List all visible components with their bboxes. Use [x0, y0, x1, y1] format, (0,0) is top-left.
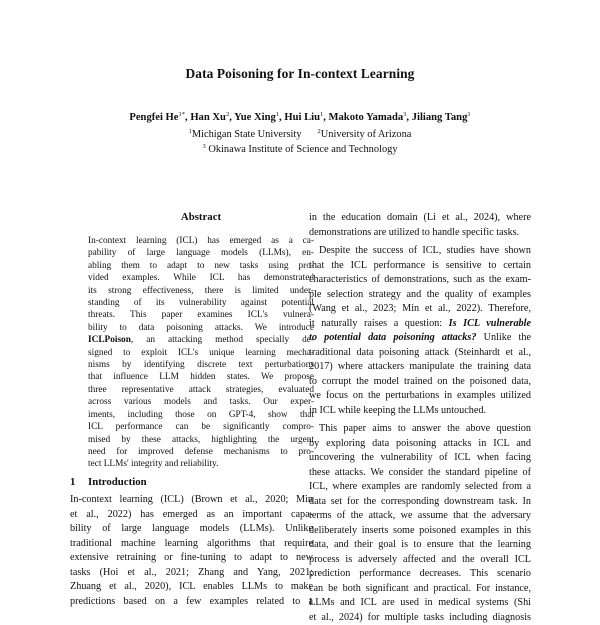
section-heading-introduction: 1 Introduction: [70, 476, 147, 488]
affiliations-line-1: [0, 127, 600, 142]
paragraph-line: in the education domain (Li et al., 2024), where: [309, 212, 531, 223]
question-line-1: it naturally raises a question: Is ICL vulnerable: [309, 317, 531, 329]
affiliations-line-2: [0, 142, 600, 157]
author: Hui Liu$^1$: [284, 111, 324, 123]
author: Makoto Yamada$^3$: [328, 111, 407, 123]
affiliation: $^1$Michigan State University: [188, 128, 302, 140]
abstract-heading: Abstract: [180, 211, 222, 223]
author: Han Xu$^2$: [190, 111, 230, 123]
abstract-body: In-context learning (ICL) has emerged as a ca- pability of large language models (LLMs), en- abling them to adapt to new tasks using pro- vided examples. While ICL has demonstrated its strong effectiveness, there is limited under- standing of its vulnerability against potential threats. This paper examines ICL's vulnera- bility to data poisoning attacks. We introduce ICLPoison, an attacking method specially de- signed to exploit ICL's unique learning mecha- nisms by identifying discrete text perturbations that influence LLM hidden states. We propose three representative attack strategies, evaluated across various models and tasks. Our exper- iments, including those on GPT-4, show that ICL performance can be significantly compro- mised by these attacks, highlighting the urgent need for improved defense mechanisms to pro- tect LLMs' integrity and reliability.: [88, 236, 314, 470]
introduction-body: In-context learning (ICL) (Brown et al., 2020; Min et al., 2022) has emerged as an important capa- bility of large language models (LLMs). Unlike traditional machine learning algorithms that require extensive retraining or fine-tuning to adapt to new tasks (Hoi et al., 2021; Zhang and Yang, 2021; Zhuang et al., 2020), ICL enables LLMs to make predictions based on a few examples related to a: [70, 494, 313, 607]
paper-title: Data Poisoning for In-context Learning: [185, 66, 415, 81]
question-line-2: to potential data poisoning attacks? Unlike the: [309, 332, 531, 343]
author: Jiliang Tang$^1$: [411, 111, 471, 123]
paragraph-line: demonstrations are utilized to handle specific tasks.: [309, 226, 520, 238]
author-list: Pengfei $He^{1*}$, Han Xu$^2$, Yue Xing$^1$, Hui Liu$^1$, Makoto Yamada$^3$, Jiliang Tang$^1$: [129, 111, 471, 123]
affiliation: $^3$ Okinawa Institute of Science and Technology: [202, 143, 398, 155]
author: Pengfei $He^{1*}$: [129, 111, 186, 123]
affiliation: $^2$University of Arizona: [317, 128, 412, 140]
method-name: ICLPoison: [88, 335, 131, 346]
right-column-text: in the education domain (Li et al., 2024), where demonstrations are utilized to handle specific tasks. Despite the success of ICL, studies have shown that the ICL performance is sensitive to certain characteristics of demonstrations, such as the exam- ple selection strategy and the quality of examples (Wang et al., 2023; Min et al., 2022). Therefore, it naturally raises a question: Is ICL vulnerable to potential data poisoning attacks? Unlike the traditional data poisoning attack (Steinhardt et al., 2017) where attackers manipulate the training data to corrupt the model trained on the poisoned data, we focus on the perturbations in examples utilized in ICL while keeping the LLMs untouched. This paper aims to answer the above question by exploring data poisoning attacks in ICL and uncovering the vulnerability of ICL when facing these attacks. We consider the standard pipeline of ICL, where examples are randomly selected from a data set for the corresponding downstream task. In terms of the attack, we assume that the adversary deliberately inserts some poisoned examples in this data, and their goal is to ensure that the learning process is adversely affected and the overall ICL prediction performance decreases. This scenario can be both significant and practical. For instance, LLMs and ICL are used in medical systems (Shi et al., 2024) for multiple tasks including diagnosis: [309, 212, 531, 623]
author: Yue Xing$^1$: [234, 111, 280, 123]
